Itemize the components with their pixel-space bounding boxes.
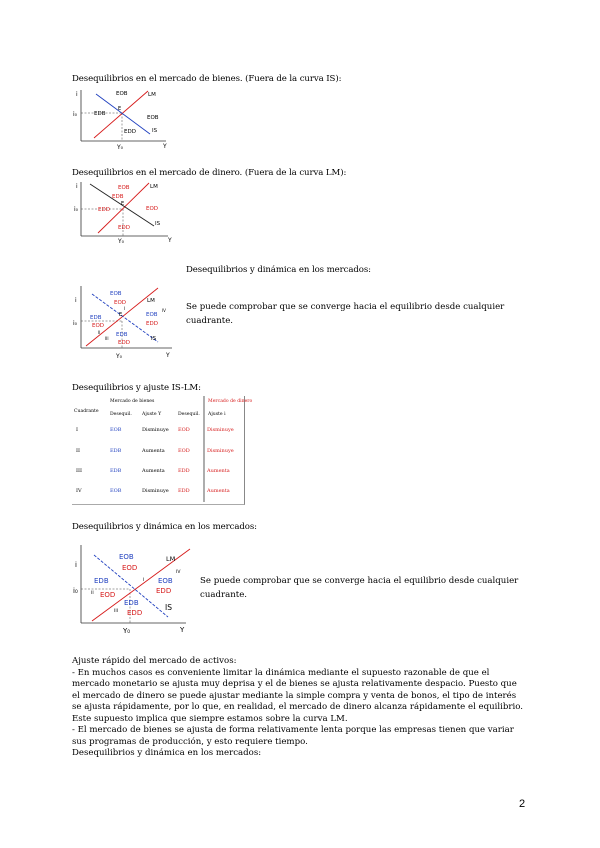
edb-label: EDB (112, 194, 124, 200)
y-axis-label: i (76, 183, 78, 190)
row-cuadrante: IV (76, 488, 82, 494)
adjustment-table (72, 396, 253, 505)
i0-label: i₀ (73, 111, 78, 118)
x-axis-label: Y (163, 143, 167, 150)
lm-label: LM (166, 555, 176, 563)
header-group-dinero: Mercado de dinero (208, 399, 253, 404)
edd-label: EDD (124, 129, 136, 135)
edb-label: EDB (94, 111, 106, 117)
text-line: Este supuesto implica que siempre estamos sobre la curva LM. (72, 713, 348, 724)
y0-label: Y₀ (116, 353, 123, 360)
q1-red-label: EOD (122, 564, 138, 572)
lm-label: LM (150, 184, 158, 190)
header-ajuste-y: Ajuste Y (142, 412, 162, 417)
row-cuadrante: I (76, 427, 78, 433)
q3-red-label: EDD (127, 609, 143, 617)
is-label: IS (152, 128, 158, 134)
eod-label: EOD (146, 206, 159, 212)
row-deseq-bienes: EDB (110, 448, 122, 454)
header-ajuste-i: Ajuste i (208, 412, 226, 417)
q4-blue-label: EOB (146, 312, 158, 318)
q4-red-label: EDD (156, 587, 172, 595)
q2-red-label: EOD (92, 323, 105, 329)
page-number: 2 (519, 798, 526, 810)
row-deseq-bienes: EOB (110, 488, 122, 494)
equilibrium-label: E (121, 201, 125, 207)
asset-market-adjustment-text (72, 656, 542, 760)
is-label: IS (151, 336, 157, 342)
money-market-diagram (72, 180, 176, 246)
q2-red-label: EOD (100, 591, 116, 599)
section4-heading: Desequilibrios y ajuste IS-LM: (72, 383, 201, 393)
i0-label: i₀ (73, 320, 78, 327)
q1-blue-label: EOB (110, 291, 122, 297)
row-deseq-dinero: EOD (178, 427, 190, 433)
is-label: IS (165, 603, 172, 612)
q1-red-label: EOD (114, 300, 127, 306)
q3-red-label: EDD (118, 340, 130, 346)
text-line: - El mercado de bienes se ajusta de forma relativamente lenta porque las empresas tienen que variar (72, 725, 514, 735)
header-cuadrante: Cuadrante (74, 409, 99, 414)
row-ajuste-y: Disminuye (142, 427, 169, 433)
q3-blue-label: EDB (116, 332, 128, 338)
row-deseq-bienes: EDB (110, 468, 122, 474)
goods-market-diagram (72, 86, 172, 150)
is-label: IS (155, 221, 161, 227)
x-axis-label: Y (168, 237, 172, 244)
header-group-bienes: Mercado de bienes (110, 399, 155, 404)
section3-heading: Desequilibrios y dinámica en los mercados: (186, 265, 371, 275)
quadrant-2-label: II (91, 591, 94, 596)
lm-label: LM (147, 298, 155, 304)
row-ajuste-i: Aumenta (207, 488, 230, 494)
row-ajuste-y: Aumenta (142, 448, 165, 454)
y0-label: Y₀ (123, 627, 131, 635)
section3-side-text: Se puede comprobar que se converge hacia el equilibrio desde cualquier cuadrante. (186, 302, 505, 326)
y0-label: Y₀ (117, 144, 124, 151)
row-deseq-dinero: EDD (178, 488, 190, 494)
quadrant-2-label: II (98, 330, 101, 335)
quadrant-4-label: IV (176, 570, 181, 575)
quadrant-3-label: III (105, 336, 109, 341)
quadrant-1-label: I (143, 578, 145, 583)
quadrant-3-label: III (114, 609, 118, 614)
q2-blue-label: EDB (94, 577, 109, 585)
table-row (76, 427, 234, 433)
equilibrium-label: E (119, 312, 123, 318)
q2-blue-label: EDB (90, 315, 102, 321)
row-cuadrante: III (76, 468, 82, 474)
section5-side-text: Se puede comprobar que se converge hacia el equilibrio desde cualquier cuadrante. (200, 576, 519, 600)
x-axis-label: Y (166, 352, 170, 359)
row-ajuste-y: Disminuye (142, 488, 169, 494)
row-deseq-bienes: EOB (110, 427, 122, 433)
section5-heading: Desequilibrios y dinámica en los mercados: (72, 522, 257, 532)
text-line: el mercado de dinero se puede ajustar mediante la simple compra y venta de bonos, el tipo de interés (72, 690, 517, 701)
q3-blue-label: EDB (124, 599, 139, 607)
edd-bottom-label: EDD (118, 225, 130, 231)
text-line: sus programas de producción, y esto requiere tiempo. (72, 736, 308, 747)
row-ajuste-i: Aumenta (207, 468, 230, 474)
y-axis-label: i (76, 91, 78, 98)
dynamics-diagram-2 (72, 543, 196, 635)
x-axis-label: Y (180, 626, 185, 634)
row-ajuste-i: Disminuye (207, 448, 234, 454)
eob-label: EOB (118, 185, 130, 191)
q4-blue-label: EOB (158, 577, 173, 585)
table-row (76, 448, 234, 454)
text-line: Desequilibrios y dinámica en los mercados: (72, 748, 262, 758)
row-ajuste-y: Aumenta (142, 468, 165, 474)
row-deseq-dinero: EDD (178, 468, 190, 474)
y-axis-label: i (75, 561, 77, 569)
quadrant-4-label: IV (162, 308, 166, 313)
i0-label: i₀ (74, 206, 79, 213)
header-deseq-dinero: Desequil. (178, 412, 200, 417)
edd-left-label: EDD (98, 207, 110, 213)
text-line: se ajusta rápidamente, por lo que, en realidad, el mercado de dinero alcanza rápidamente el equilibrio. (72, 702, 524, 712)
quadrant-1-label: I (124, 306, 126, 311)
eob-top-label: EOB (116, 91, 128, 97)
row-cuadrante: II (76, 448, 80, 454)
section2-heading: Desequilibrios en el mercado de dinero. (Fuera de la curva LM): (72, 168, 347, 178)
row-deseq-dinero: EOD (178, 448, 190, 454)
eob-right-label: EOB (147, 115, 159, 121)
i0-label: i₀ (73, 587, 78, 595)
q1-blue-label: EOB (119, 553, 134, 561)
text-line: Ajuste rápido del mercado de activos: (72, 656, 237, 666)
text-line: mercado monetario se ajusta muy deprisa y el de bienes se ajusta relativamente despacio. Puesto que (72, 679, 517, 689)
q4-red-label: EDD (146, 321, 158, 327)
lm-label: LM (148, 92, 156, 98)
equilibrium-label: E (118, 106, 122, 112)
section1-heading: Desequilibrios en el mercado de bienes. (Fuera de la curva IS): (72, 74, 342, 84)
table-row (76, 488, 230, 494)
text-line: - En muchos casos es conveniente limitar la dinámica mediante el supuesto razonable de que el (72, 667, 490, 678)
y0-label: Y₀ (118, 238, 125, 245)
y-axis-label: i (75, 297, 77, 304)
header-deseq-bienes: Desequil. (110, 412, 132, 417)
table-row (76, 468, 230, 474)
row-ajuste-i: Disminuye (207, 427, 234, 433)
dynamics-diagram-1 (72, 284, 182, 360)
